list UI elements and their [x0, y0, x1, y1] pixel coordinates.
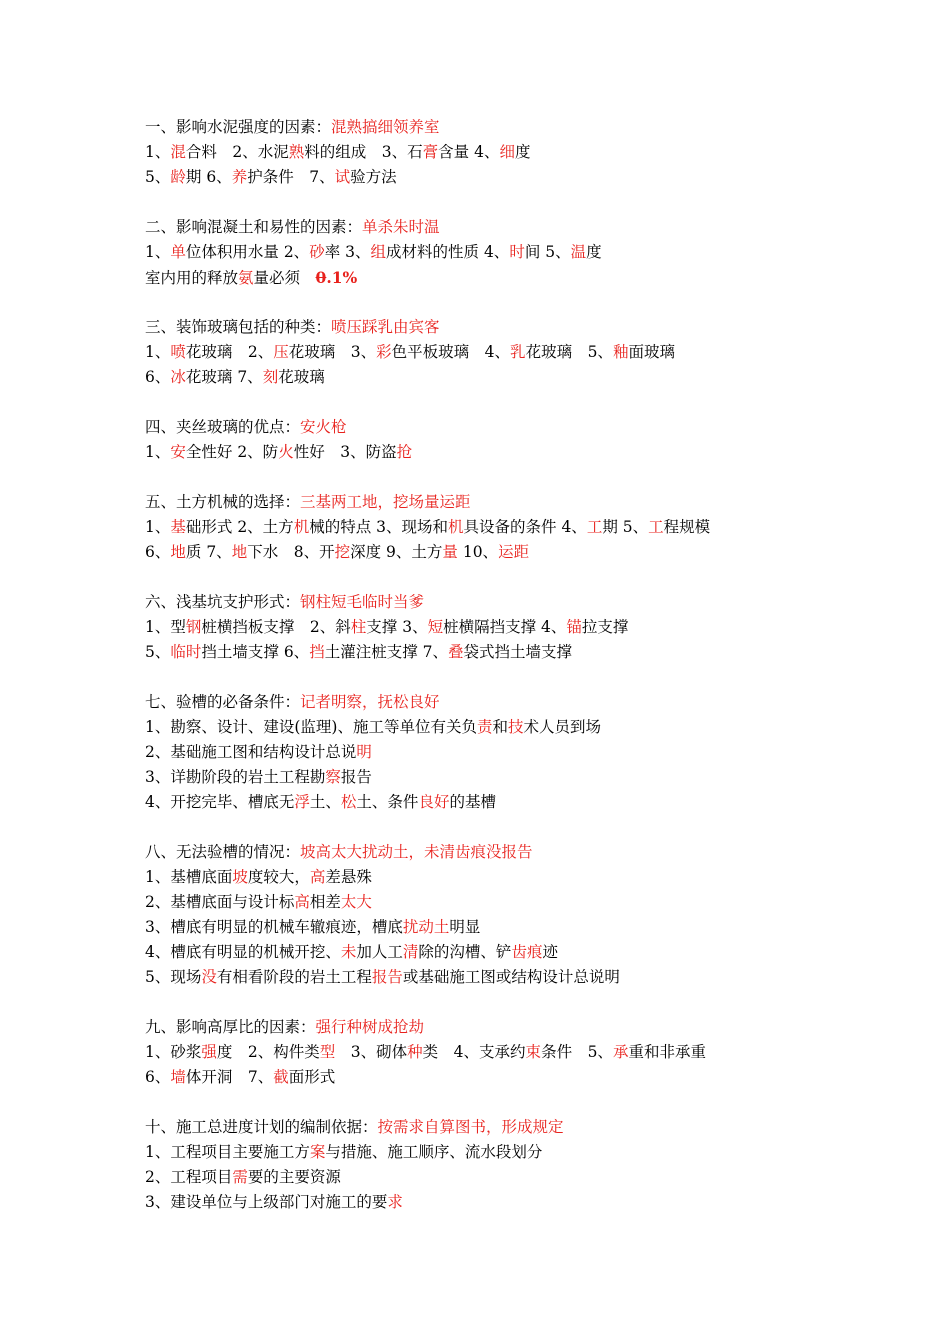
text-run: 3、槽底有明显的机械车辙痕迹，槽底 — [145, 918, 403, 936]
text-run: 量必须 — [253, 269, 316, 287]
text-run: 重和非承重 — [628, 1043, 706, 1061]
text-run: 2、基础施工图和结构设计总说 — [145, 743, 357, 761]
highlight-text: 彩 — [376, 343, 392, 361]
highlight-text: 明 — [356, 743, 372, 761]
section-4 — [145, 415, 905, 465]
text-run: 1、 — [145, 443, 171, 461]
highlight-text: 报告 — [371, 968, 403, 986]
section-3 — [145, 315, 905, 390]
list-item — [145, 940, 905, 965]
highlight-text: 养 — [231, 168, 248, 186]
highlight-text: 三基两工地，挖场量运距 — [300, 493, 471, 511]
text-run: 度 2、构件类 — [216, 1043, 320, 1061]
highlight-text: 求 — [387, 1193, 403, 1211]
text-run: 或基础施工图或结构设计总说明 — [402, 968, 620, 986]
highlight-text: 熟 — [288, 143, 305, 161]
text-run: 1、 — [145, 343, 171, 361]
highlight-text: 喷 — [170, 343, 186, 361]
text-run: 和 — [492, 718, 508, 736]
list-item — [145, 965, 905, 990]
text-run: 4、开挖完毕、槽底无 — [145, 793, 295, 811]
highlight-text: 柱 — [350, 618, 367, 636]
highlight-text: 冰 — [170, 368, 186, 386]
highlight-text: 钢 — [185, 618, 202, 636]
list-item — [145, 615, 905, 640]
text-run: 拉支撑 — [581, 618, 629, 636]
highlight-text: 按需求自算图书，形成规定 — [377, 1118, 564, 1136]
list-item — [145, 1040, 905, 1065]
text-run: 支撑 3、 — [366, 618, 428, 636]
text-run: 挡土墙支撑 6、 — [201, 643, 310, 661]
text-run: 率 3、 — [324, 243, 371, 261]
text-run: 3、砌体 — [335, 1043, 408, 1061]
highlight-text: 齿痕 — [511, 943, 543, 961]
highlight-text: 临时 — [170, 643, 202, 661]
highlight-text: 火 — [278, 443, 294, 461]
section-heading — [145, 840, 905, 865]
highlight-text: 案 — [309, 1143, 326, 1161]
text-run: 具设备的条件 4、 — [463, 518, 587, 536]
text-run: 6、 — [145, 543, 171, 561]
text-run: 加人工 — [356, 943, 403, 961]
section-8 — [145, 840, 905, 990]
text-run: 明显 — [449, 918, 481, 936]
highlight-text: 短 — [427, 618, 444, 636]
list-item — [145, 540, 905, 565]
text-run: 的基槽 — [449, 793, 496, 811]
text-run: 七、验槽的必备条件： — [145, 693, 301, 711]
highlight-text: 氨 — [238, 269, 254, 287]
highlight-text: 钢柱短毛临时当爹 — [300, 593, 425, 611]
highlight-text: 挖 — [334, 543, 351, 561]
text-run: 程规模 — [663, 518, 711, 536]
list-item — [145, 740, 905, 765]
text-run: 1、工程项目主要施工方 — [145, 1143, 310, 1161]
list-item — [145, 365, 905, 390]
highlight-text: 压 — [273, 343, 289, 361]
highlight-text: 刻 — [262, 368, 279, 386]
list-item — [145, 865, 905, 890]
text-run: 袋式挡土墙支撑 — [463, 643, 573, 661]
text-run: 花玻璃 — [278, 368, 325, 386]
highlight-text: 龄 — [170, 168, 186, 186]
highlight-text: 没 — [201, 968, 217, 986]
text-run: 5、 — [145, 168, 171, 186]
highlight-text: 地 — [170, 543, 186, 561]
list-item — [145, 140, 905, 165]
text-run: 室内用的释放 — [145, 269, 239, 287]
section-9 — [145, 1015, 905, 1090]
section-10 — [145, 1115, 905, 1215]
text-run: 六、浅基坑支护形式： — [145, 593, 301, 611]
section-heading — [145, 215, 905, 240]
text-run: 差悬殊 — [325, 868, 372, 886]
highlight-text: 叠 — [448, 643, 464, 661]
list-item — [145, 265, 905, 290]
section-5 — [145, 490, 905, 565]
section-6 — [145, 590, 905, 665]
text-run: 3、详勘阶段的岩土工程勘 — [145, 768, 326, 786]
highlight-text: 种 — [407, 1043, 423, 1061]
list-item — [145, 765, 905, 790]
text-run: 2、基槽底面与设计标 — [145, 893, 295, 911]
text-run: 含量 4、 — [438, 143, 500, 161]
text-run: 四、夹丝玻璃的优点： — [145, 418, 301, 436]
highlight-text: 良好 — [418, 793, 450, 811]
section-heading — [145, 1015, 905, 1040]
list-item — [145, 715, 905, 740]
highlight-text: 责 — [476, 718, 493, 736]
text-run: 期 6、 — [185, 168, 232, 186]
text-run: 一、影响水泥强度的因素： — [145, 118, 332, 136]
text-run: 间 5、 — [524, 243, 571, 261]
text-run: 10、 — [457, 543, 499, 561]
text-run: 期 5、 — [602, 518, 649, 536]
text-run: 术人员到场 — [523, 718, 602, 736]
text-run: 全性好 2、防 — [185, 443, 279, 461]
list-item — [145, 1165, 905, 1190]
highlight-text: 量 — [442, 543, 458, 561]
text-run: 料的组成 3、石 — [304, 143, 423, 161]
text-run: 质 7、 — [185, 543, 232, 561]
text-run: 花玻璃 3、 — [288, 343, 377, 361]
highlight-text: 承 — [612, 1043, 629, 1061]
text-run: 八、无法验槽的情况： — [145, 843, 301, 861]
highlight-text: 单 — [170, 243, 186, 261]
highlight-text: 膏 — [422, 143, 439, 161]
text-run: 度较大， — [247, 868, 310, 886]
section-2 — [145, 215, 905, 290]
highlight-text: 需 — [232, 1168, 248, 1186]
text-run: 有相看阶段的岩土工程 — [216, 968, 372, 986]
highlight-text: 浮 — [294, 793, 310, 811]
list-item — [145, 1140, 905, 1165]
highlight-text: 强 — [201, 1043, 217, 1061]
text-run: 4、槽底有明显的机械开挖、 — [145, 943, 341, 961]
text-run: 性好 3、防盗 — [293, 443, 397, 461]
highlight-text: 坡 — [232, 868, 248, 886]
text-run: 色平板玻璃 4、 — [391, 343, 511, 361]
text-run: 花玻璃 5、 — [525, 343, 613, 361]
highlight-text: 工 — [586, 518, 603, 536]
list-item — [145, 440, 905, 465]
highlight-text: 机 — [293, 518, 310, 536]
highlight-text: 组 — [370, 243, 387, 261]
text-run: 1、勘察、设计、建设(监理)、施工等单位有关负 — [145, 718, 477, 736]
highlight-text: 细 — [499, 143, 515, 161]
document-body — [145, 115, 905, 1240]
section-heading — [145, 415, 905, 440]
text-run: 桩横挡板支撑 2、斜 — [201, 618, 351, 636]
text-run: 度 — [586, 243, 602, 261]
text-run: 相差 — [309, 893, 341, 911]
text-run: 报告 — [340, 768, 372, 786]
highlight-text: 清 — [402, 943, 419, 961]
section-7 — [145, 690, 905, 815]
section-heading — [145, 1115, 905, 1140]
highlight-text: 坡高太大扰动土，未清齿痕没报告 — [300, 843, 533, 861]
highlight-text: 高 — [294, 893, 310, 911]
highlight-text: 温 — [570, 243, 587, 261]
list-item — [145, 915, 905, 940]
highlight-text: 混熟搞细领养室 — [331, 118, 440, 136]
highlight-text: 扰动土 — [402, 918, 450, 936]
highlight-text: .1% — [326, 268, 358, 287]
list-item — [145, 340, 905, 365]
list-item — [145, 890, 905, 915]
highlight-text: 基 — [170, 518, 186, 536]
section-heading — [145, 315, 905, 340]
text-run: 度 — [514, 143, 531, 161]
text-run: 面玻璃 — [628, 343, 675, 361]
highlight-text: 束 — [525, 1043, 542, 1061]
text-run: 土、条件 — [356, 793, 419, 811]
text-run: 除的沟槽、铲 — [418, 943, 512, 961]
text-run: 械的特点 3、现场和 — [309, 518, 448, 536]
highlight-text: 锚 — [566, 618, 582, 636]
text-run: 花玻璃 2、 — [185, 343, 274, 361]
text-run: 深度 9、土方 — [350, 543, 443, 561]
list-item — [145, 1065, 905, 1090]
highlight-text: 0 — [315, 268, 327, 287]
text-run: 础形式 2、土方 — [185, 518, 294, 536]
highlight-text: 挡 — [309, 643, 325, 661]
text-run: 花玻璃 7、 — [185, 368, 263, 386]
highlight-text: 墙 — [170, 1068, 186, 1086]
highlight-text: 机 — [448, 518, 464, 536]
highlight-text: 截 — [273, 1068, 289, 1086]
text-run: 要的主要资源 — [247, 1168, 341, 1186]
text-run: 类 4、支承约 — [422, 1043, 526, 1061]
text-run: 与措施、施工顺序、流水段划分 — [325, 1143, 543, 1161]
text-run: 体开洞 7、 — [185, 1068, 274, 1086]
text-run: 1、基槽底面 — [145, 868, 233, 886]
text-run: 二、影响混凝土和易性的因素： — [145, 218, 363, 236]
text-run: 1、 — [145, 518, 171, 536]
text-run: 3、建设单位与上级部门对施工的要 — [145, 1193, 388, 1211]
section-heading — [145, 590, 905, 615]
text-run: 成材料的性质 4、 — [386, 243, 510, 261]
text-run: 下水 8、开 — [247, 543, 335, 561]
section-heading — [145, 115, 905, 140]
text-run: 土、 — [309, 793, 341, 811]
highlight-text: 地 — [231, 543, 248, 561]
text-run: 1、 — [145, 243, 171, 261]
highlight-text: 未 — [340, 943, 357, 961]
text-run: 桩横隔挡支撑 4、 — [443, 618, 567, 636]
text-run: 1、砂浆 — [145, 1043, 202, 1061]
text-run: 合料 2、水泥 — [185, 143, 289, 161]
highlight-text: 乳 — [510, 343, 526, 361]
highlight-text: 试 — [334, 168, 351, 186]
highlight-text: 工 — [648, 518, 664, 536]
highlight-text: 记者明察，抚松良好 — [300, 693, 440, 711]
highlight-text: 砂 — [309, 243, 325, 261]
highlight-text: 运距 — [498, 543, 530, 561]
highlight-text: 察 — [325, 768, 341, 786]
list-item — [145, 790, 905, 815]
text-run: 五、土方机械的选择： — [145, 493, 301, 511]
text-run: 位体积用水量 2、 — [185, 243, 310, 261]
text-run: 三、装饰玻璃包括的种类： — [145, 318, 332, 336]
highlight-text: 型 — [319, 1043, 336, 1061]
highlight-text: 太大 — [340, 893, 372, 911]
highlight-text: 安 — [170, 443, 186, 461]
text-run: 迹 — [542, 943, 558, 961]
text-run: 5、 — [145, 643, 171, 661]
highlight-text: 高 — [309, 868, 326, 886]
list-item — [145, 165, 905, 190]
highlight-text: 抢 — [396, 443, 413, 461]
highlight-text: 松 — [340, 793, 357, 811]
highlight-text: 技 — [508, 718, 524, 736]
list-item — [145, 1190, 905, 1215]
text-run: 九、影响高厚比的因素： — [145, 1018, 316, 1036]
list-item — [145, 515, 905, 540]
highlight-text: 喷压踩乳由宾客 — [331, 318, 440, 336]
text-run: 面形式 — [288, 1068, 336, 1086]
text-run: 十、施工总进度计划的编制依据： — [145, 1118, 378, 1136]
highlight-text: 时 — [509, 243, 525, 261]
text-run: 2、工程项目 — [145, 1168, 233, 1186]
list-item — [145, 640, 905, 665]
highlight-text: 单杀朱时温 — [362, 218, 440, 236]
highlight-text: 安火枪 — [300, 418, 347, 436]
text-run: 1、型 — [145, 618, 186, 636]
section-1 — [145, 115, 905, 190]
highlight-text: 釉 — [612, 343, 629, 361]
text-run: 6、 — [145, 1068, 171, 1086]
highlight-text: 强行种树成抢劫 — [315, 1018, 425, 1036]
section-heading — [145, 690, 905, 715]
text-run: 5、现场 — [145, 968, 202, 986]
text-run: 护条件 7、 — [247, 168, 335, 186]
text-run: 条件 5、 — [541, 1043, 613, 1061]
text-run: 验方法 — [350, 168, 397, 186]
text-run: 6、 — [145, 368, 171, 386]
text-run: 土灌注桩支撑 7、 — [324, 643, 448, 661]
list-item — [145, 240, 905, 265]
section-heading — [145, 490, 905, 515]
highlight-text: 混 — [170, 143, 186, 161]
text-run: 1、 — [145, 143, 171, 161]
